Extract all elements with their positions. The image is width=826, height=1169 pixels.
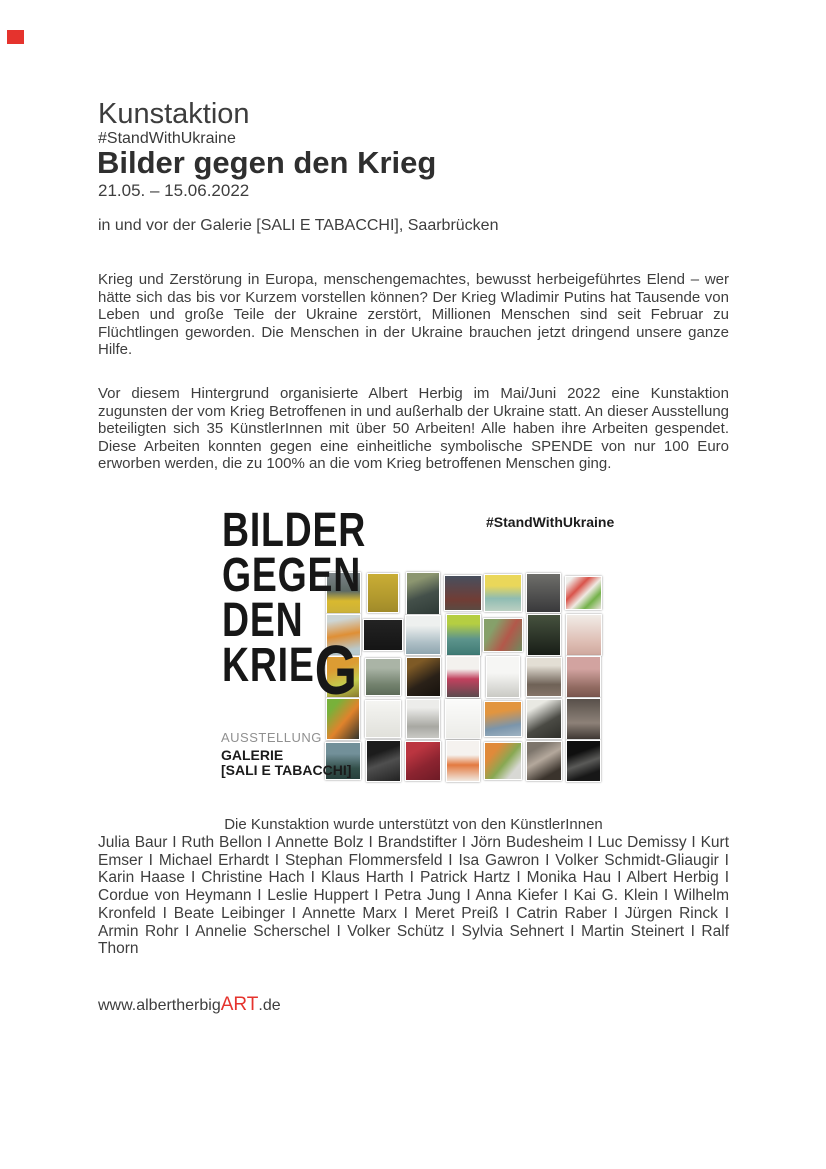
artwork-thumbnail	[526, 573, 561, 613]
artwork-thumbnail	[444, 575, 482, 611]
artwork-thumbnail	[566, 698, 601, 740]
url-prefix: www.albertherbig	[98, 997, 221, 1014]
artwork-thumbnail	[405, 741, 441, 781]
website-link[interactable]	[98, 994, 281, 1016]
url-suffix: .de	[258, 997, 281, 1014]
hashtag-standwithukraine: #StandWithUkraine	[98, 130, 236, 147]
artwork-thumbnail	[526, 741, 562, 781]
artwork-thumbnail	[527, 614, 561, 656]
artwork-thumbnail	[406, 572, 440, 615]
poster-title-line: GEGEN	[222, 549, 362, 602]
poster-hashtag: #StandWithUkraine	[486, 514, 615, 530]
venue-line: in und vor der Galerie [SALI E TABACCHI], Saarbrücken	[98, 217, 499, 234]
page-title: Kunstaktion	[98, 98, 250, 130]
artwork-thumbnail	[446, 614, 481, 656]
artwork-thumbnail	[526, 657, 562, 697]
poster-title-line: DEN	[222, 594, 304, 647]
artwork-thumbnail	[566, 740, 601, 782]
artwork-thumbnail	[484, 574, 522, 612]
artwork-thumbnail	[406, 657, 441, 697]
exhibition-dates: 21.05. – 15.06.2022	[98, 181, 250, 200]
poster-title-line: BILDER	[222, 504, 367, 557]
artwork-thumbnail	[565, 576, 602, 610]
artwork-thumbnail	[365, 658, 401, 696]
artwork-thumbnail	[366, 740, 401, 782]
artwork-thumbnail	[365, 700, 401, 738]
artwork-thumbnail	[446, 656, 480, 698]
poster-title-line: KRIEG	[222, 631, 358, 709]
artwork-thumbnail	[367, 573, 399, 613]
artwork-thumbnail	[483, 618, 523, 652]
poster-image	[215, 504, 615, 788]
artwork-thumbnail	[406, 699, 440, 739]
artwork-thumbnail	[526, 699, 562, 739]
artwork-thumbnail	[445, 699, 481, 739]
artwork-thumbnail	[484, 742, 522, 780]
artwork-thumbnail	[566, 614, 602, 656]
url-highlight: ART	[220, 994, 259, 1015]
artwork-thumbnail	[363, 619, 403, 651]
supporters-intro: Die Kunstaktion wurde unterstützt von den KünstlerInnen	[224, 816, 603, 833]
poster-title	[222, 504, 367, 709]
gallery-name: GALERIE	[221, 747, 284, 763]
artwork-thumbnail	[566, 656, 601, 698]
poster-big-g: G	[314, 631, 358, 709]
artwork-thumbnail	[405, 615, 441, 655]
red-corner-mark	[7, 30, 24, 44]
artwork-thumbnail	[484, 701, 522, 737]
artist-name-list: Julia Baur I Ruth Bellon I Annette Bolz I Brandstifter I Jörn Budesheim I Luc Demissy I Kurt Emser I Michael Erhardt I Stephan Flommersfeld I Isa Gawron I Volker Schmidt-Gliaugir I Karin Haase I Christine Hach I Klaus Harth I Patrick Hartz I Monika Hau I Albert Herbig I Cordue von Heymann I Leslie Huppert I Petra Jung I Anna Kiefer I Kai G. Klein I Wilhelm Kronfeld I Beate Leibinger I Annette Marx I Meret Preiß I Catrin Raber I Jürgen Rinck I Armin Rohr I Annelie Scherschel I Volker Schütz I Sylvia Sehnert I Martin Steinert I Ralf Thorn	[98, 834, 729, 958]
intro-paragraph: Krieg und Zerstörung in Europa, menschengemachtes, bewusst herbeigeführtes Elend – wer hätte sich das bis vor Kurzem vorstellen können? Der Krieg Wladimir Putins hat Tausende von Leben und große Teile der Ukraine zerstört, Millionen Menschen sind seit Februar zu Flüchtlingen geworden. Die Menschen in der Ukraine brauchen jetzt dringend unsere ganze Hilfe.	[98, 271, 729, 359]
artwork-thumbnail	[446, 740, 480, 782]
exhibition-heading: Bilder gegen den Krieg	[97, 145, 437, 180]
exhibition-label: AUSSTELLUNG	[221, 730, 322, 745]
action-paragraph: Vor diesem Hintergrund organisierte Albert Herbig im Mai/Juni 2022 eine Kunstaktion zugunsten der vom Krieg Betroffenen in und außerhalb der Ukraine statt. An dieser Ausstellung beteiligten sich 35 KünstlerInnen mit über 50 Arbeiten! Alle haben ihre Arbeiten gespendet. Diese Arbeiten konnten gegen eine einheitliche symbolische SPENDE von nur 100 Euro erworben werden, die zu 100% an die vom Krieg betroffenen Menschen ging.	[98, 385, 729, 473]
artwork-thumbnail	[486, 656, 520, 698]
gallery-name-brackets: [SALI E TABACCHI]	[221, 762, 352, 778]
